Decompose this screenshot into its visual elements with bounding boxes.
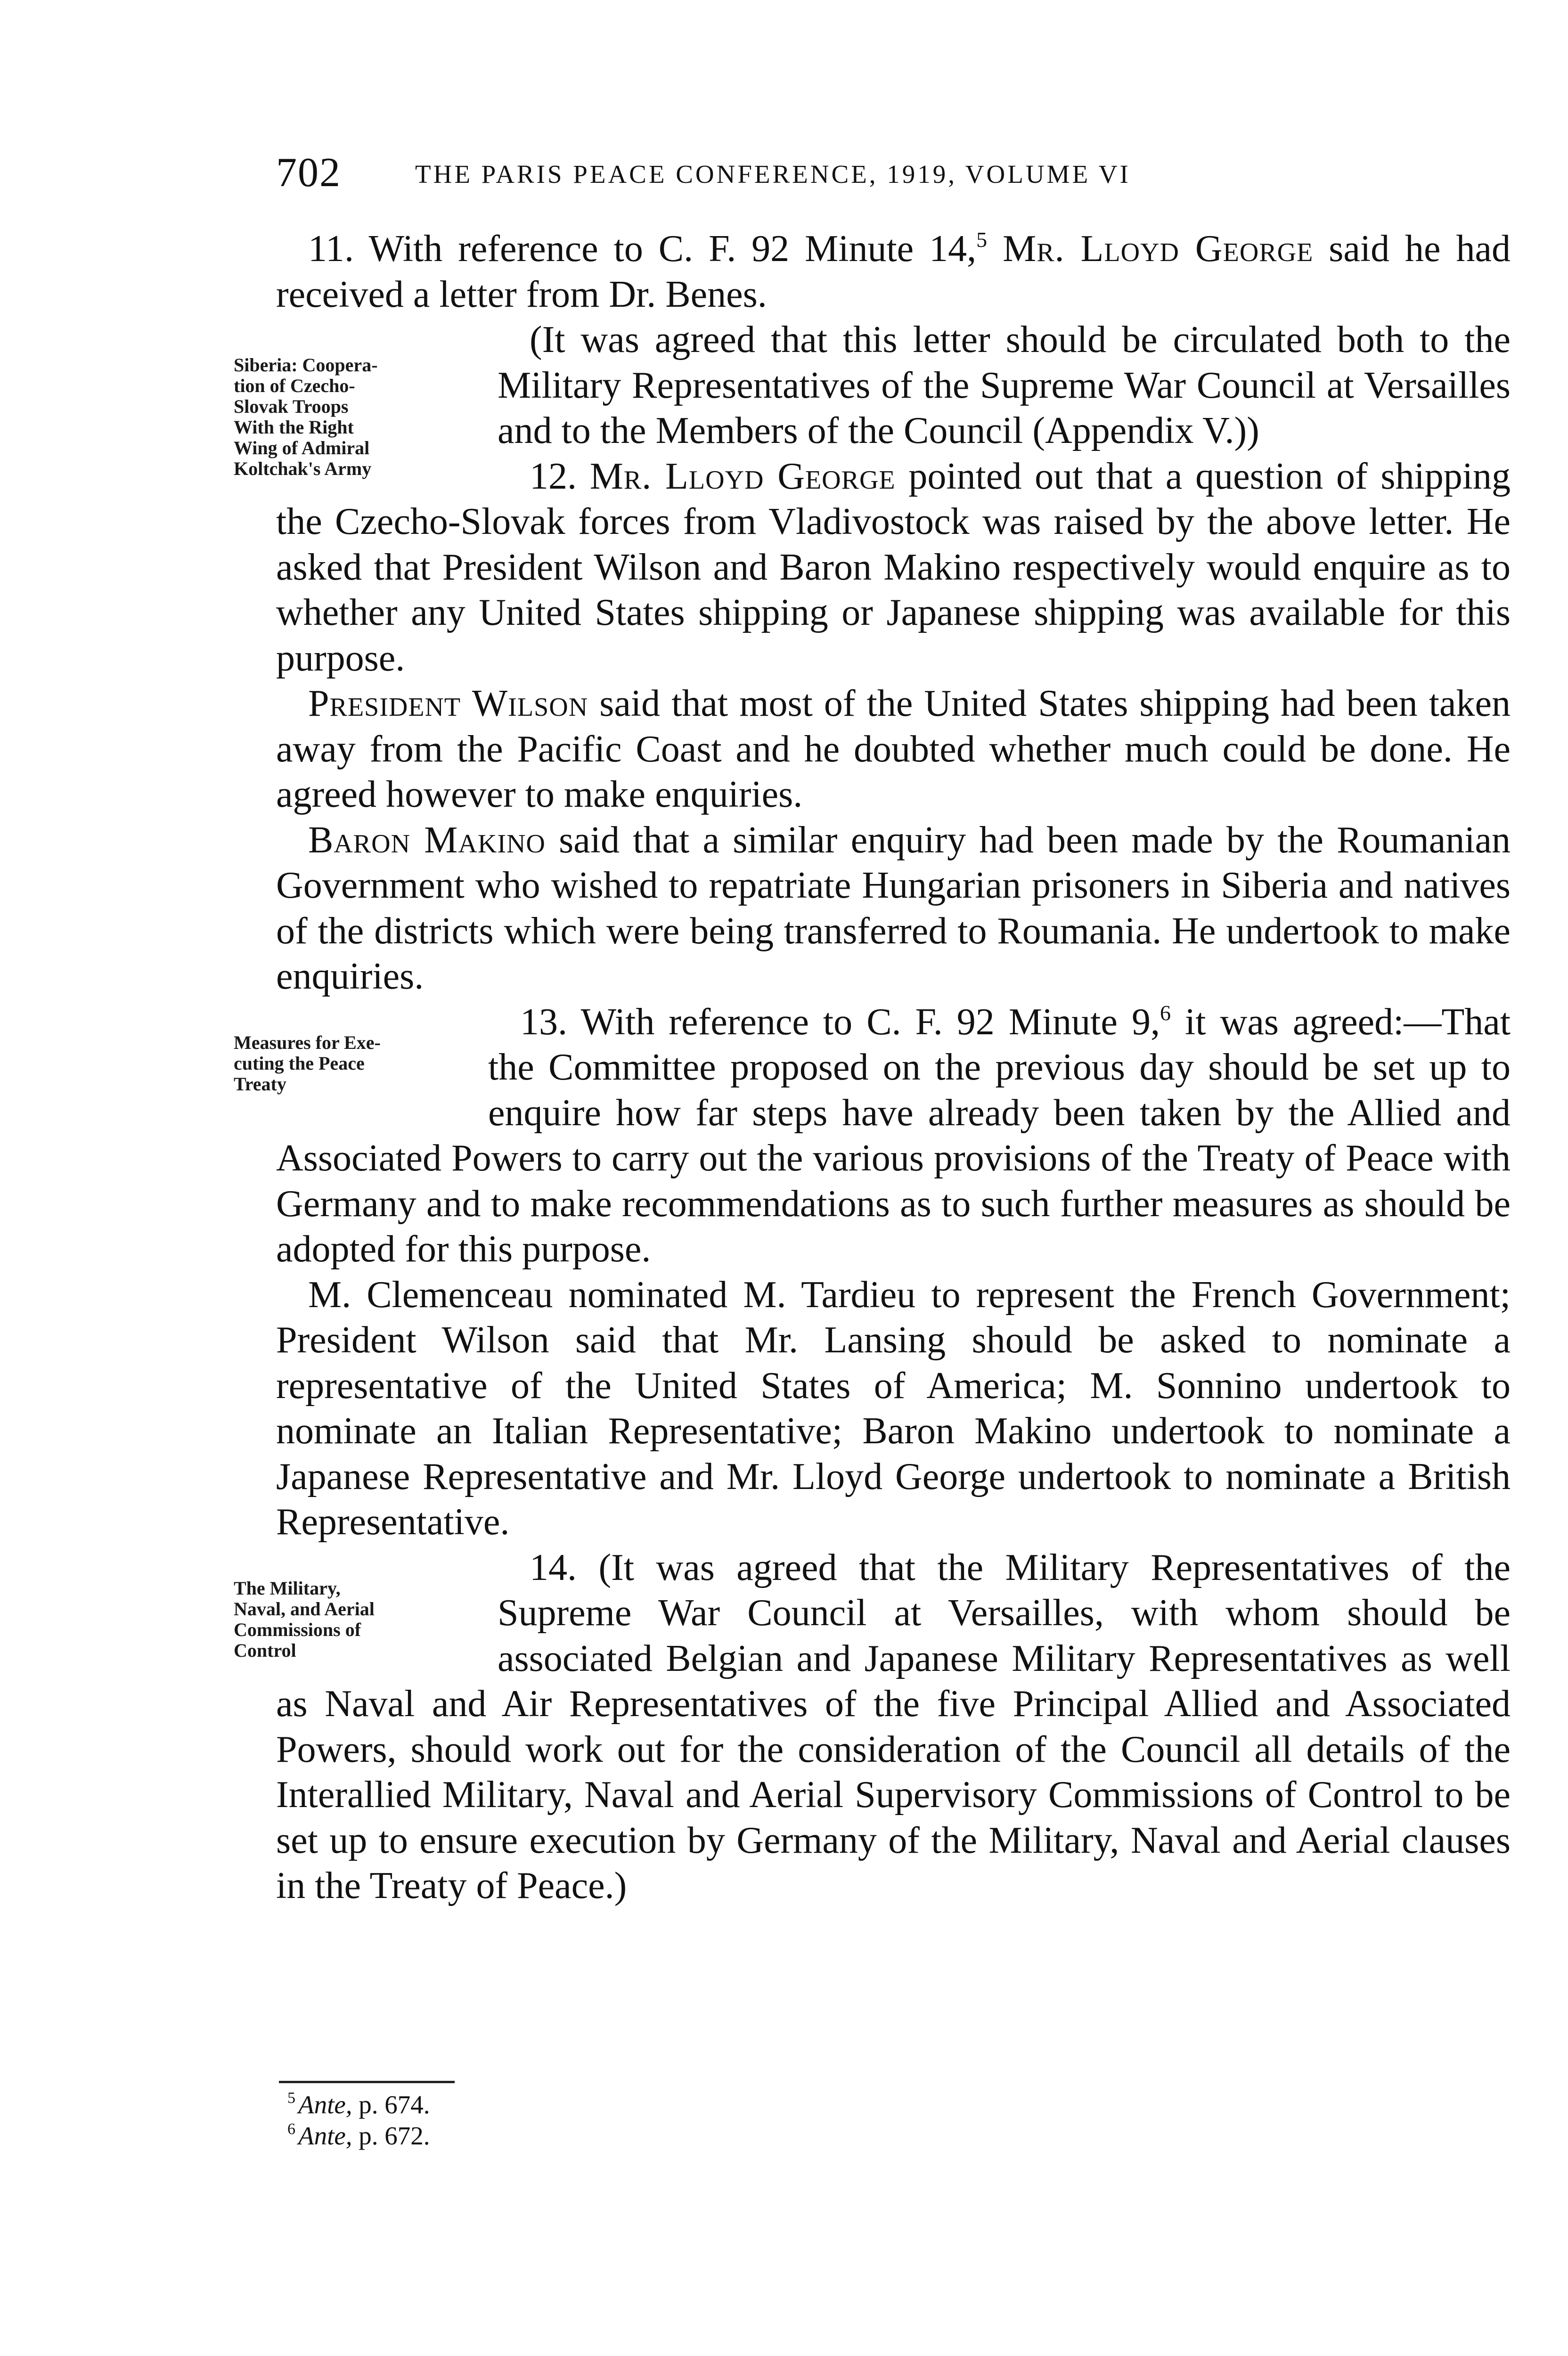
- running-title: THE PARIS PEACE CONFERENCE, 1919, VOLUME VI: [415, 160, 1131, 188]
- paragraph-14: 14. (It was agreed that the Military Representatives of the Supreme War Council at Versailles, with whom should be associated Belgian and Japanese Military Representatives as well as Naval and Air Representatives of the five Principal Allied and Associated Powers, should work out for the consideration of the Council all details of the Interallied Military, Naval and Aerial Supervisory Commissions of Control to be set up to ensure execution by Germany of the Military, Naval and Aerial clauses in the Treaty of Peace.): [276, 1546, 1511, 1906]
- sidenote-military: The Military, Naval, and Aerial Commissions of Control: [234, 1577, 375, 1661]
- paragraph-12-makino: Baron Makino said that a similar enquiry had been made by the Roumanian Government who wished to repatriate Hungarian prisoners in Siberia and natives of the districts which were being transferred to Roumania. He undertook to make enquiries.: [276, 819, 1511, 997]
- paragraph-13-nominations: M. Clemenceau nominated M. Tardieu to represent the French Government; President Wilson said that Mr. Lansing should be asked to nominate a representative of the United States of America; M. Sonnino undertook to nominate an Italian Representative; Baron Makino undertook to nominate a Japanese Representative and Mr. Lloyd George undertook to nominate a British Representative.: [276, 1274, 1511, 1543]
- footnote-divider: [279, 2081, 455, 2083]
- speaker-president-wilson: President Wilson: [308, 683, 588, 724]
- footnote-ref-5[interactable]: 5: [976, 228, 988, 252]
- speaker-lloyd-george: Mr. Lloyd George: [1003, 228, 1314, 270]
- paragraph-11: 11. With reference to C. F. 92 Minute 14,$^5$ Mr. Lloyd George said he had received a letter from Dr. Benes.: [276, 228, 1511, 315]
- footnote-6: $^6$ Ante, p. 672.: [287, 2120, 430, 2150]
- speaker-baron-makino: Baron Makino: [308, 819, 546, 861]
- text-column: [234, 226, 1511, 1909]
- footnote-ref-6[interactable]: 6: [1160, 1000, 1171, 1025]
- paragraph-11-agreement: (It was agreed that this letter should be circulated both to the Military Representatives of the Supreme War Council at Versailles and to the Members of the Council (Appendix V.)): [498, 319, 1511, 451]
- footnote-5: $^5$ Ante, p. 674.: [287, 2089, 430, 2119]
- paragraph-12-wilson: President Wilson said that most of the United States shipping had been taken away from the Pacific Coast and he doubted whether much could be done. He agreed however to make enquiries.: [276, 683, 1511, 815]
- sidenote-siberia: Siberia: Coopera- tion of Czecho- Slovak Troops With the Right Wing of Admiral Koltchak's Army: [234, 354, 378, 479]
- sidenote-measures: Measures for Exe- cuting the Peace Treaty: [234, 1031, 381, 1095]
- page-number: 702: [276, 150, 341, 196]
- page-header: [276, 149, 1492, 201]
- paragraph-13: 13. With reference to C. F. 92 Minute 9,$^6$ it was agreed:—That the Committee proposed on the previous day should be set up to enquire how far steps have already been taken by the Allied and Associated Powers to carry out the various provisions of the Treaty of Peace with Germany and to make recommendations as to such further measures as should be adopted for this purpose.: [276, 1000, 1511, 1270]
- paragraph-12: 12. Mr. Lloyd George pointed out that a question of shipping the Czecho-Slovak forces from Vladivostock was raised by the above letter. He asked that President Wilson and Baron Makino respectively would enquire as to whether any United States shipping or Japanese shipping was available for this purpose.: [276, 455, 1511, 679]
- speaker-lloyd-george: Mr. Lloyd George: [589, 455, 896, 497]
- footnotes: [287, 2089, 430, 2151]
